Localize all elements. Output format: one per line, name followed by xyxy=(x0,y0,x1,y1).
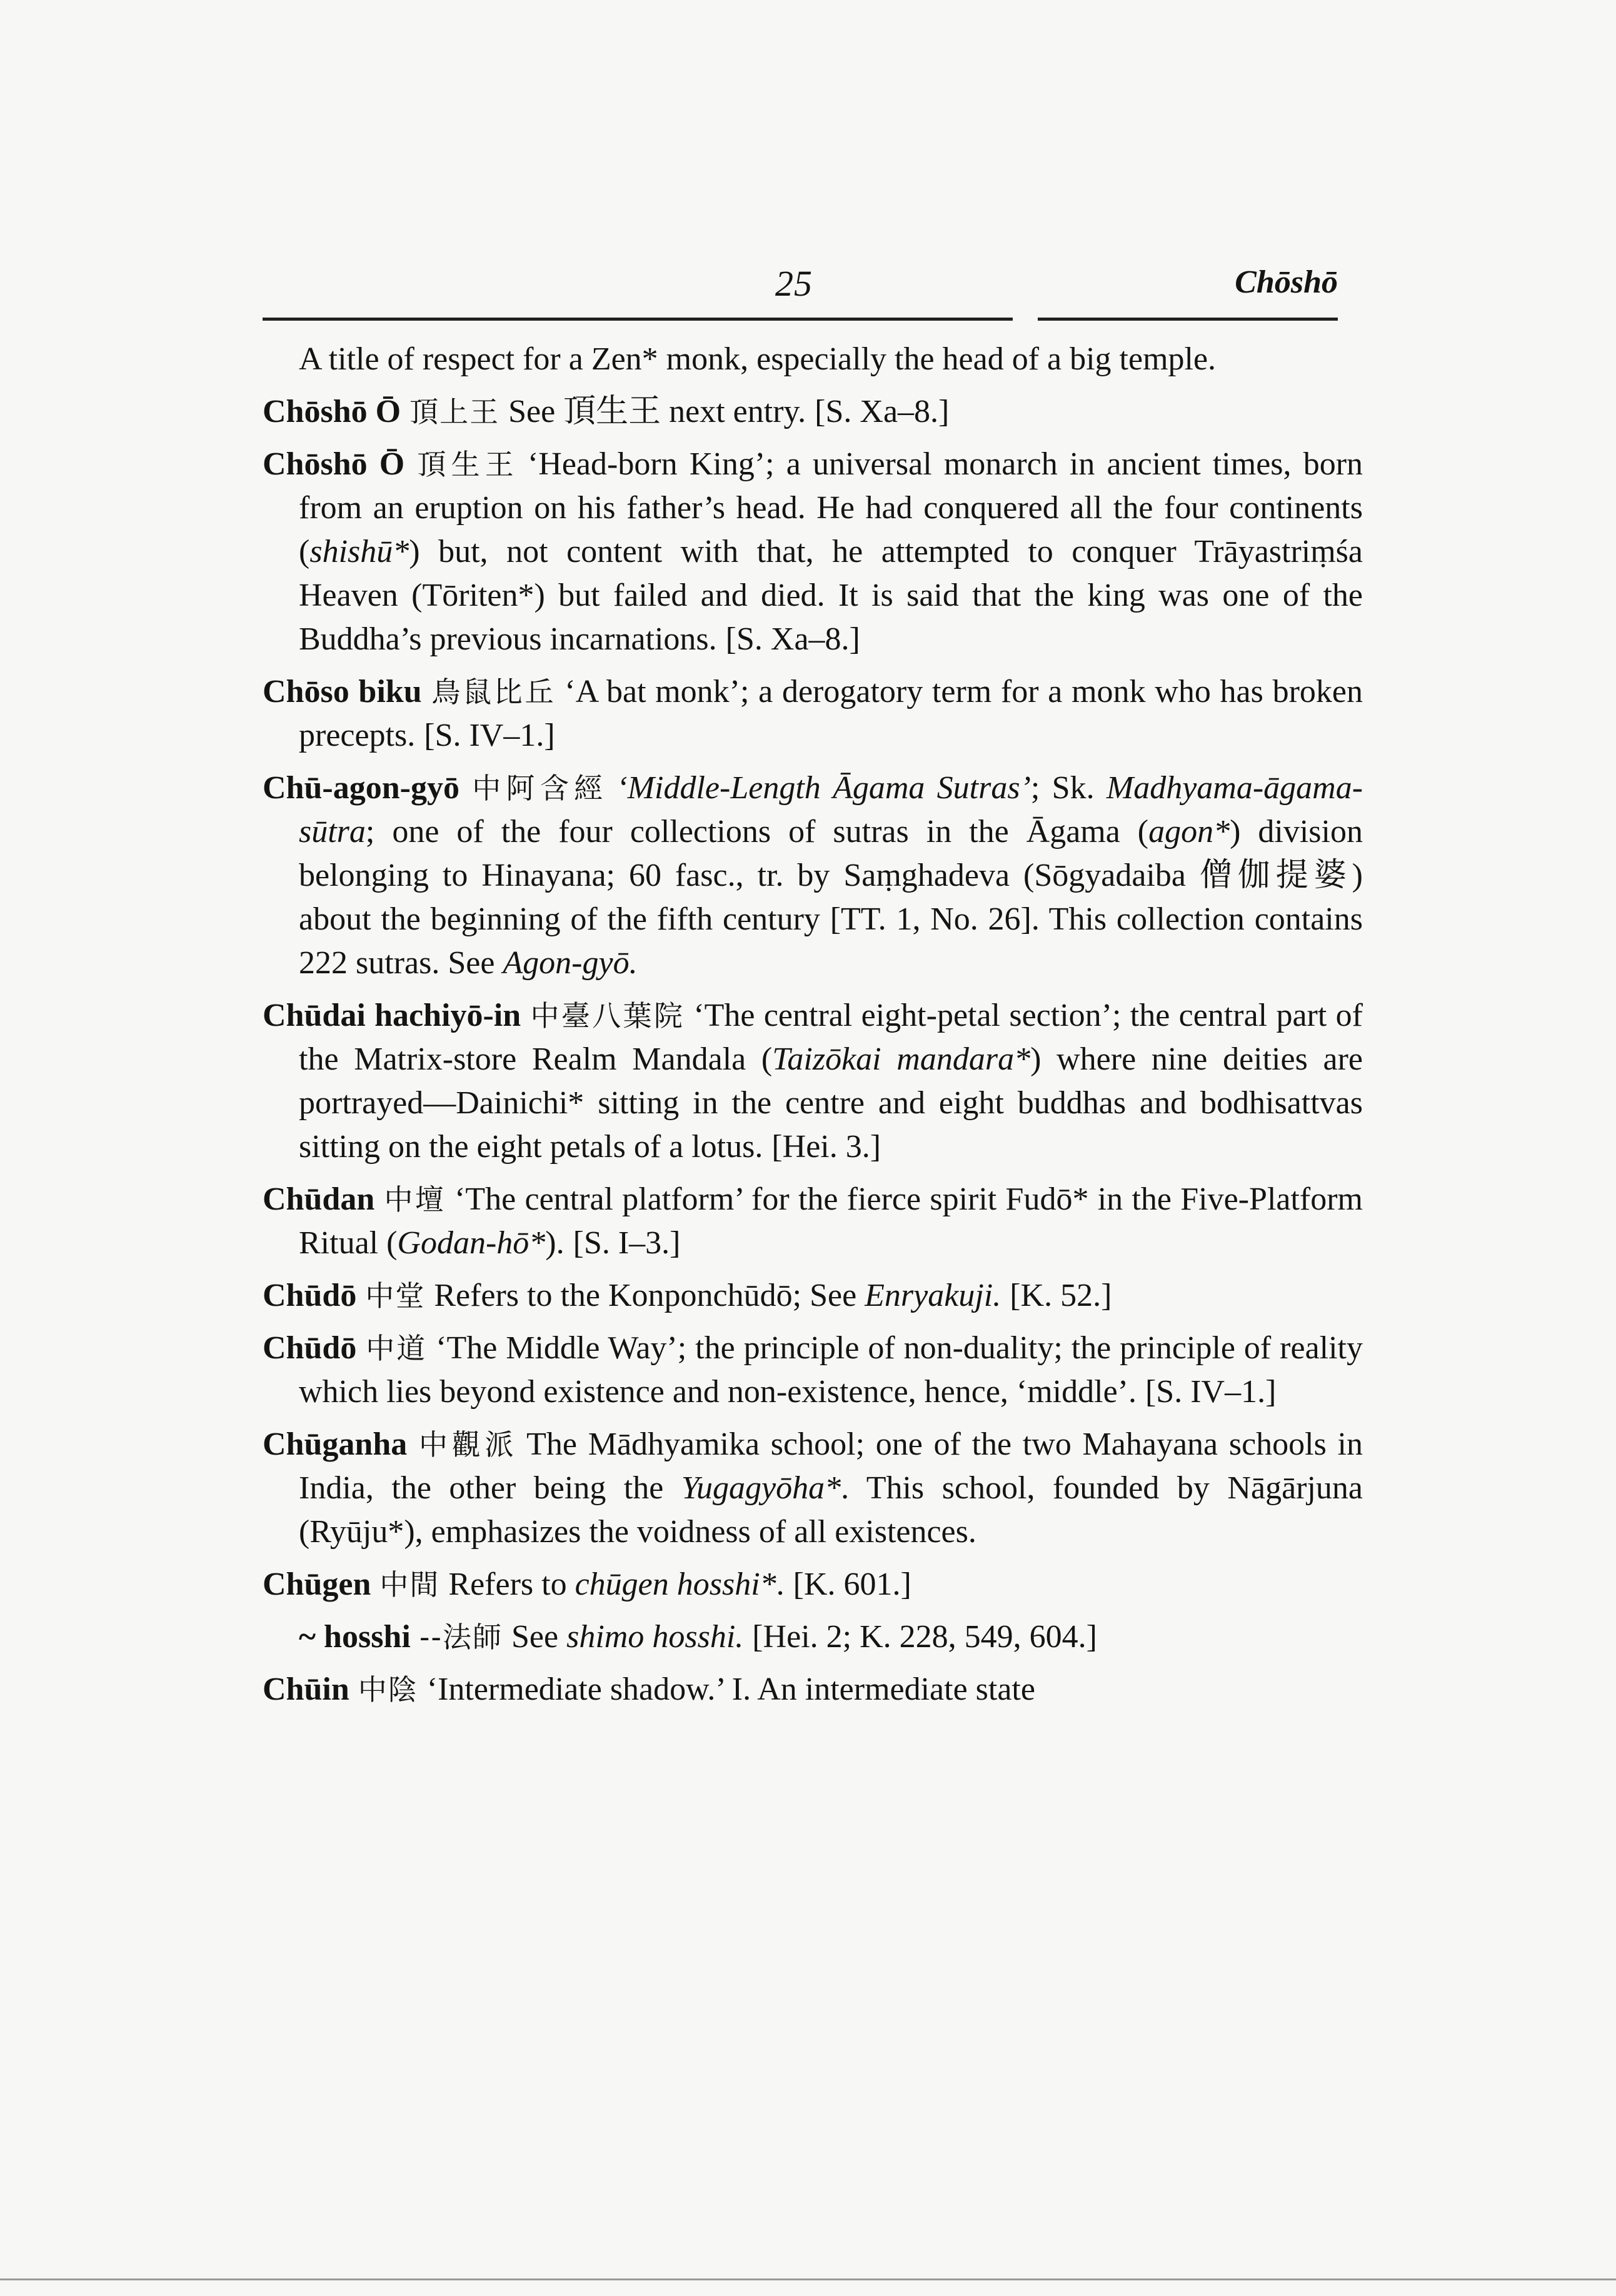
reference: [S. IV–1.] xyxy=(1145,1374,1277,1410)
entry-chosho-o-1 xyxy=(263,390,1363,434)
headword: Chūganha xyxy=(263,1426,408,1462)
cjk-characters: 中堂 xyxy=(365,1279,426,1313)
headword: Chūdō xyxy=(263,1278,357,1313)
italic-cross-reference: Agon-gyō. xyxy=(503,945,638,981)
reference: [K. 52.] xyxy=(1010,1278,1112,1313)
headword: Chūin xyxy=(263,1672,349,1707)
definition: ‘The central platform’ for the fierce spirit Fudō* in the Five-Platform Ritual ( xyxy=(299,1181,1363,1261)
headword: Chūdai hachiyō-in xyxy=(263,998,521,1033)
headword: Chōshō Ō xyxy=(263,394,401,429)
continuation-text: A title of respect for a Zen* monk, especially the head of a big temple. xyxy=(299,341,1217,377)
header-rule-gap xyxy=(1013,313,1038,323)
definition: ‘Intermediate shadow.’ I. An intermediate state xyxy=(426,1672,1035,1707)
italic-term: Taizōkai mandara* xyxy=(772,1041,1031,1077)
italic-term: agon* xyxy=(1148,814,1230,850)
definition: . This school, founded by Nāgārjuna (Ryūju*), emphasizes the voidness of all existences. xyxy=(299,1470,1363,1550)
italic-sanskrit: Madhyama-āgama-sūtra xyxy=(299,770,1363,850)
subentry-hosshi xyxy=(263,1615,1363,1659)
cjk-characters: --法師 xyxy=(419,1620,503,1654)
definition: Refers to the Konponchūdō; See xyxy=(434,1278,857,1313)
definition: ) division belonging to Hinayana; 60 fasc., tr. by Saṃghadeva (Sōgyadaiba 僧伽提婆) about the beginning of the fifth century [TT. 1, No. 26]. This collection contains 222 sutras. See xyxy=(299,814,1363,981)
scan-edge-line xyxy=(0,2278,1616,2280)
cjk-characters: 中間 xyxy=(379,1568,440,1602)
definition: ‘A bat monk’; a derogatory term for a monk who has broken precepts. xyxy=(299,674,1363,753)
cjk-characters: 中壇 xyxy=(383,1183,446,1216)
definition: Refers to xyxy=(448,1567,567,1602)
reference: [Hei. 2; K. 228, 549, 604.] xyxy=(752,1619,1097,1655)
reference: [K. 601.] xyxy=(793,1567,911,1602)
cjk-characters: 頂生王 xyxy=(413,448,519,481)
definition: ; Sk. xyxy=(1030,770,1095,806)
entry-chudo-2 xyxy=(263,1326,1363,1414)
reference: [S. Xa–8.] xyxy=(815,394,950,429)
cjk-characters: 中臺八葉院 xyxy=(529,999,685,1033)
entry-chuganha xyxy=(263,1423,1363,1554)
headword: Chūdan xyxy=(263,1181,375,1217)
italic-cross-reference: Enryakuji. xyxy=(865,1278,1001,1313)
cjk-characters: 中道 xyxy=(365,1331,428,1365)
page-number: 25 xyxy=(775,263,813,304)
entry-chudan xyxy=(263,1178,1363,1265)
definition: See xyxy=(511,1619,559,1655)
reference: [S. IV–1.] xyxy=(424,718,555,753)
italic-term: Godan-hō* xyxy=(397,1225,546,1261)
definition: . xyxy=(776,1567,785,1602)
cjk-characters: 中觀派 xyxy=(416,1428,518,1461)
definition: ‘The Middle Way’; the principle of non-duality; the principle of reality which lies beyond existence and non-existence, hence, ‘middle’. xyxy=(299,1330,1363,1410)
headword: Chūgen xyxy=(263,1567,371,1602)
page-header xyxy=(263,250,1338,319)
definition: The Mādhyamika school; one of the two Mahayana schools in India, the other being the xyxy=(299,1426,1363,1506)
reference: [S. I–3.] xyxy=(573,1225,681,1261)
headword: Chū-agon-gyō xyxy=(263,770,459,806)
definition: ). xyxy=(545,1225,565,1261)
reference: [S. Xa–8.] xyxy=(725,621,860,657)
entry-choso-biku xyxy=(263,670,1363,758)
headword: ~ hosshi xyxy=(299,1619,411,1655)
entry-list xyxy=(263,338,1363,1720)
cjk-characters: 鳥鼠比丘 xyxy=(430,675,556,709)
reference: [Hei. 3.] xyxy=(771,1129,881,1165)
definition: ) but, not content with that, he attempted to conquer Trāyastriṃśa Heaven (Tōriten*) but failed and died. It is said that the king was one of the Buddha’s previous incarnations. xyxy=(299,534,1363,657)
running-head: Chōshō xyxy=(1235,264,1338,300)
italic-title: ‘Middle-Length Āgama Sutras’ xyxy=(616,770,1031,806)
italic-cross-reference: shimo hosshi. xyxy=(566,1619,744,1655)
definition: ‘Head-born King’; a universal monarch in ancient times, born from an eruption on his father’s head. He had conquered all the four continents ( xyxy=(299,446,1363,569)
entry-chuin xyxy=(263,1668,1363,1712)
entry-chudo-1 xyxy=(263,1274,1363,1318)
entry-chudai-hachiyo-in xyxy=(263,994,1363,1169)
definition: ) where nine deities are portrayed—Dainichi* sitting in the centre and eight buddhas and bodhisattvas sitting on the eight petals of a lotus. xyxy=(299,1041,1363,1165)
headword: Chūdō xyxy=(263,1330,357,1366)
cjk-characters: 頂上王 xyxy=(409,395,500,429)
entry-chosho-o-2 xyxy=(263,443,1363,661)
headword: Chōso biku xyxy=(263,674,422,709)
header-rule xyxy=(263,318,1338,321)
definition: ‘The central eight-petal section’; the central part of the Matrix-store Realm Mandala ( xyxy=(299,998,1363,1077)
entry-chugen xyxy=(263,1563,1363,1607)
definition: See 頂生王 next entry. xyxy=(508,394,806,429)
italic-term: Yugagyōha* xyxy=(681,1470,841,1506)
headword: Chōshō Ō xyxy=(263,446,405,482)
italic-cross-reference: chūgen hosshi* xyxy=(575,1567,776,1602)
cjk-characters: 中阿含經 xyxy=(468,771,608,805)
cjk-characters: 中陰 xyxy=(358,1673,418,1707)
entry-chu-agon-gyo xyxy=(263,766,1363,985)
definition: ; one of the four collections of sutras in the Āgama ( xyxy=(365,814,1149,850)
italic-term: shishū* xyxy=(309,534,409,569)
